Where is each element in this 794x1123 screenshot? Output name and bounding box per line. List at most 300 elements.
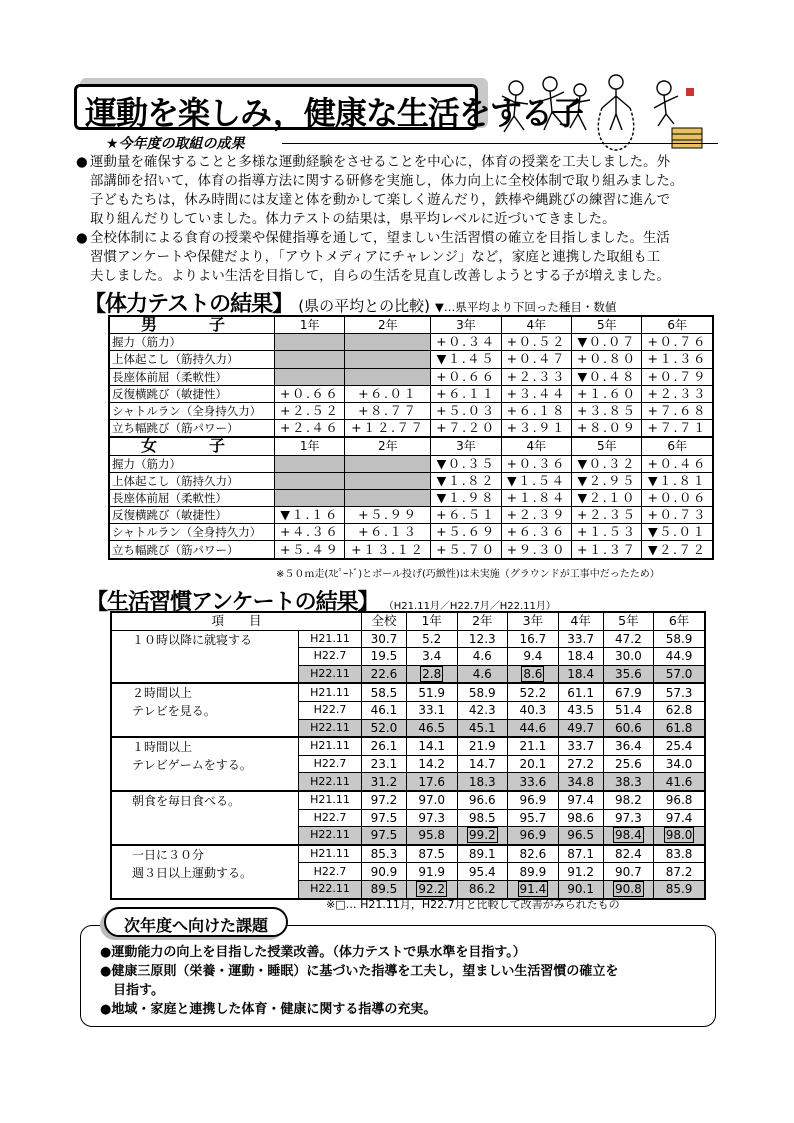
lifestyle-item-line: １時間以上 bbox=[132, 740, 193, 755]
fitness-value-cell: +４.３６ bbox=[275, 524, 345, 541]
lifestyle-period: H22.7 bbox=[299, 863, 362, 881]
fitness-value-cell: +６.１８ bbox=[501, 402, 571, 419]
fitness-item-label: 握力（筋力） bbox=[109, 455, 275, 472]
fitness-value-cell: +０.８０ bbox=[572, 351, 642, 368]
lifestyle-value-cell bbox=[654, 737, 705, 755]
lifestyle-value-cell bbox=[406, 827, 457, 845]
fitness-group-label: 男 子 bbox=[109, 316, 275, 334]
lifestyle-value-cell bbox=[362, 701, 407, 719]
improved-value: 2.8 bbox=[422, 667, 442, 682]
lifestyle-value-cell bbox=[603, 827, 654, 845]
lifestyle-value-cell bbox=[457, 665, 508, 683]
fitness-footnote: ※５０ｍ走(ｽﾋﾟｰﾄﾞ)とボール投げ(巧緻性)は未実施（グラウンドが工事中だったため） bbox=[276, 569, 660, 580]
fitness-grade-header: 4年 bbox=[501, 316, 571, 334]
lifestyle-value-cell bbox=[603, 648, 654, 666]
fitness-row bbox=[109, 402, 713, 419]
improved-value: 98.4 bbox=[615, 828, 642, 843]
lifestyle-value-cell bbox=[558, 863, 603, 881]
fitness-value-cell: +３.４４ bbox=[501, 385, 571, 402]
fitness-row bbox=[109, 385, 713, 402]
lifestyle-value-cell bbox=[654, 845, 705, 863]
lifestyle-value-cell bbox=[406, 630, 457, 648]
paragraph-line: 子どもたちは，休み時間には友達と体を動かして楽しく遊んだり，鉄棒や縄跳びの練習に進んで bbox=[90, 193, 671, 208]
value: 90.1 bbox=[567, 882, 594, 897]
lifestyle-period: H21.11 bbox=[299, 791, 362, 809]
fitness-grade-header: 2年 bbox=[345, 316, 431, 334]
lifestyle-value-cell bbox=[558, 827, 603, 845]
fitness-value-cell: +３.９１ bbox=[501, 420, 571, 438]
value: 22.6 bbox=[370, 667, 398, 682]
lifestyle-value-cell bbox=[654, 630, 705, 648]
lifestyle-value-cell bbox=[654, 809, 705, 827]
fitness-value-cell: +２.５２ bbox=[275, 402, 345, 419]
value: 87.5 bbox=[418, 847, 446, 862]
fitness-row bbox=[109, 351, 713, 368]
lifestyle-value-cell bbox=[603, 773, 654, 791]
fitness-row bbox=[109, 507, 713, 524]
lifestyle-column-header: 4年 bbox=[558, 612, 603, 630]
value: 58.9 bbox=[665, 631, 693, 646]
improved-value: 92.2 bbox=[418, 882, 446, 897]
fitness-value-cell: +９.３０ bbox=[501, 541, 571, 559]
bullet: ● bbox=[76, 231, 88, 246]
lifestyle-value-cell bbox=[654, 880, 705, 898]
value: 98.2 bbox=[615, 793, 642, 808]
lifestyle-period: H22.7 bbox=[299, 648, 362, 666]
value: 58.5 bbox=[370, 685, 398, 700]
value: 47.2 bbox=[615, 631, 642, 646]
fitness-grade-header: 1年 bbox=[275, 316, 345, 334]
next-year-title: 次年度へ向けた課題 bbox=[123, 916, 268, 935]
fitness-value-cell: +２.３５ bbox=[572, 507, 642, 524]
fitness-value-cell: +１.８４ bbox=[501, 489, 571, 506]
fitness-value-cell: +０.７９ bbox=[642, 368, 713, 385]
fitness-value-cell: +０.６６ bbox=[275, 385, 345, 402]
fitness-value-cell: +５.４９ bbox=[275, 541, 345, 559]
lifestyle-value-cell bbox=[362, 683, 407, 701]
fitness-table bbox=[108, 315, 714, 560]
value: 85.3 bbox=[370, 847, 398, 862]
fitness-value-cell: ▼０.３５ bbox=[431, 455, 501, 472]
fitness-value-cell: +２.３９ bbox=[501, 507, 571, 524]
lifestyle-item-line: 朝食を毎日食べる。 bbox=[132, 793, 241, 808]
fitness-grade-header: 2年 bbox=[345, 437, 431, 455]
lifestyle-period: H22.7 bbox=[299, 755, 362, 773]
value: 90.7 bbox=[615, 864, 642, 879]
lifestyle-value-cell bbox=[362, 719, 407, 737]
fitness-item-label: 長座体前屈（柔軟性） bbox=[109, 368, 275, 385]
section-heading: ★今年度の取組の成果 bbox=[106, 136, 245, 152]
fitness-heading-row bbox=[84, 287, 616, 318]
value: 26.1 bbox=[370, 739, 398, 754]
value: 18.4 bbox=[567, 667, 594, 682]
lifestyle-value-cell bbox=[558, 701, 603, 719]
lifestyle-value-cell bbox=[362, 773, 407, 791]
lifestyle-value-cell bbox=[457, 755, 508, 773]
fitness-value-cell: +６.３６ bbox=[501, 524, 571, 541]
fitness-row bbox=[109, 541, 713, 559]
fitness-row bbox=[109, 368, 713, 385]
value: 87.2 bbox=[665, 864, 693, 879]
lifestyle-value-cell bbox=[603, 845, 654, 863]
value: 97.5 bbox=[370, 810, 398, 825]
lifestyle-value-cell bbox=[558, 809, 603, 827]
lifestyle-item-line: テレビゲームをする。 bbox=[132, 758, 252, 773]
fitness-value-cell: +０.４６ bbox=[642, 455, 713, 472]
title-banner bbox=[74, 84, 583, 132]
value: 51.9 bbox=[418, 685, 446, 700]
value: 33.7 bbox=[567, 739, 594, 754]
page-title: 運動を楽しみ，健康な生活をする子 bbox=[85, 94, 583, 132]
fitness-value-cell: +８.０９ bbox=[572, 420, 642, 438]
fitness-value-cell: +８.７７ bbox=[345, 402, 431, 419]
value: 52.0 bbox=[370, 720, 398, 735]
lifestyle-value-cell bbox=[654, 773, 705, 791]
value: 98.5 bbox=[468, 810, 496, 825]
fitness-value-cell: +１.５３ bbox=[572, 524, 642, 541]
value: 60.6 bbox=[615, 720, 642, 735]
value: 27.2 bbox=[567, 757, 594, 772]
fitness-item-label: シャトルラン（全身持久力） bbox=[109, 402, 275, 419]
lifestyle-heading: 【生活習慣アンケートの結果】 bbox=[86, 590, 379, 615]
fitness-header-row bbox=[109, 437, 713, 455]
lifestyle-value-cell bbox=[654, 648, 705, 666]
lifestyle-table bbox=[110, 611, 706, 900]
fitness-grade-header: 1年 bbox=[275, 437, 345, 455]
value: 90.9 bbox=[370, 864, 398, 879]
fitness-value-cell: +３.８５ bbox=[572, 402, 642, 419]
lifestyle-value-cell bbox=[654, 701, 705, 719]
lifestyle-item-label bbox=[111, 845, 299, 899]
achievement-paragraph-exercise bbox=[76, 153, 724, 229]
fitness-item-label: 反復横跳び（敏捷性） bbox=[109, 507, 275, 524]
lifestyle-value-cell bbox=[603, 809, 654, 827]
lifestyle-value-cell bbox=[603, 665, 654, 683]
lifestyle-period: H22.11 bbox=[299, 719, 362, 737]
lifestyle-value-cell bbox=[457, 737, 508, 755]
fitness-grade-header: 3年 bbox=[431, 437, 501, 455]
fitness-row bbox=[109, 472, 713, 489]
fitness-grade-header: 6年 bbox=[642, 437, 713, 455]
paragraph-line: 部講師を招いて，体育の指導方法に関する研修を実施し，体力向上に全校体制で取り組みました。 bbox=[90, 174, 684, 189]
value: 97.0 bbox=[418, 793, 446, 808]
fitness-grade-header: 5年 bbox=[572, 437, 642, 455]
fitness-value-cell: +２.３３ bbox=[501, 368, 571, 385]
fitness-cell-not-applicable bbox=[275, 489, 345, 506]
value: 83.8 bbox=[665, 847, 693, 862]
value: 96.5 bbox=[567, 828, 594, 843]
value: 16.7 bbox=[519, 631, 547, 646]
fitness-value-cell: +７.２０ bbox=[431, 420, 501, 438]
value: 91.2 bbox=[567, 864, 594, 879]
fitness-value-cell: ▼１.５４ bbox=[501, 472, 571, 489]
fitness-value-cell: ▼１.４５ bbox=[431, 351, 501, 368]
value: 61.8 bbox=[665, 720, 693, 735]
lifestyle-period: H22.11 bbox=[299, 665, 362, 683]
value: 4.6 bbox=[472, 667, 492, 682]
lifestyle-column-header: 項 目 bbox=[111, 612, 362, 630]
value: 36.4 bbox=[615, 739, 642, 754]
achievement-paragraph-lifestyle bbox=[76, 229, 724, 286]
lifestyle-value-cell bbox=[362, 665, 407, 683]
lifestyle-item-line: ２時間以上 bbox=[132, 686, 193, 701]
lifestyle-value-cell bbox=[654, 791, 705, 809]
paragraph-line: 全校体制による食育の授業や保健指導を通して，望ましい生活習慣の確立を目指しました。生活 bbox=[90, 231, 670, 246]
lifestyle-period: H22.7 bbox=[299, 701, 362, 719]
lifestyle-value-cell bbox=[603, 701, 654, 719]
lifestyle-value-cell bbox=[362, 791, 407, 809]
lifestyle-value-cell bbox=[508, 701, 559, 719]
fitness-cell-not-applicable bbox=[275, 334, 345, 351]
lifestyle-value-cell bbox=[362, 809, 407, 827]
value: 33.6 bbox=[519, 774, 547, 789]
lifestyle-header-row bbox=[111, 612, 705, 630]
next-year-tab bbox=[104, 907, 288, 937]
fitness-value-cell: +１.３７ bbox=[572, 541, 642, 559]
lifestyle-value-cell bbox=[508, 719, 559, 737]
paragraph-line: 夫しました。よりよい生活を目指して，自らの生活を見直し改善しようとする子が増えました。 bbox=[90, 269, 670, 284]
lifestyle-value-cell bbox=[558, 791, 603, 809]
value: 96.9 bbox=[519, 793, 547, 808]
value: 38.3 bbox=[615, 774, 642, 789]
fitness-value-cell: +０.３６ bbox=[501, 455, 571, 472]
section-rule bbox=[282, 143, 718, 144]
value: 9.4 bbox=[523, 649, 543, 664]
paragraph-line: 習慣アンケートや保健だより，「アウトメディアにチャレンジ」など，家庭と連携した取組も工 bbox=[90, 250, 661, 265]
fitness-cell-not-applicable bbox=[345, 489, 431, 506]
lifestyle-item-label bbox=[111, 683, 299, 737]
value: 30.0 bbox=[615, 649, 642, 664]
lifestyle-value-cell bbox=[558, 648, 603, 666]
lifestyle-value-cell bbox=[457, 809, 508, 827]
next-year-item: ●健康三原則（栄養・運動・睡眠）に基づいた指導を工夫し，望ましい生活習慣の確立を bbox=[100, 964, 619, 979]
lifestyle-value-cell bbox=[457, 827, 508, 845]
fitness-value-cell: ▼１.８２ bbox=[431, 472, 501, 489]
fitness-item-label: 上体起こし（筋持久力） bbox=[109, 351, 275, 368]
next-year-item: ●地域・家庭と連携した体育・健康に関する指導の充実。 bbox=[100, 1002, 437, 1017]
fitness-value-cell: ▼１.１６ bbox=[275, 507, 345, 524]
lifestyle-value-cell bbox=[457, 719, 508, 737]
lifestyle-item-line: 一日に３０分 bbox=[132, 847, 205, 862]
fitness-cell-not-applicable bbox=[345, 368, 431, 385]
value: 98.6 bbox=[567, 810, 594, 825]
lifestyle-value-cell bbox=[508, 863, 559, 881]
lifestyle-value-cell bbox=[508, 755, 559, 773]
lifestyle-column-header: 全校 bbox=[362, 612, 407, 630]
value: 57.3 bbox=[665, 685, 693, 700]
value: 46.1 bbox=[370, 703, 398, 718]
lifestyle-value-cell bbox=[406, 863, 457, 881]
value: 82.6 bbox=[519, 847, 547, 862]
fitness-grade-header: 5年 bbox=[572, 316, 642, 334]
fitness-item-label: 立ち幅跳び（筋パワー） bbox=[109, 420, 275, 438]
fitness-value-cell: +６.０１ bbox=[345, 385, 431, 402]
fitness-value-cell: +６.５１ bbox=[431, 507, 501, 524]
value: 40.3 bbox=[519, 703, 547, 718]
value: 49.7 bbox=[567, 720, 594, 735]
lifestyle-value-cell bbox=[406, 648, 457, 666]
lifestyle-value-cell bbox=[508, 630, 559, 648]
value: 51.4 bbox=[615, 703, 642, 718]
value: 58.9 bbox=[468, 685, 496, 700]
value: 14.7 bbox=[468, 757, 496, 772]
fitness-value-cell: +１.６０ bbox=[572, 385, 642, 402]
value: 19.5 bbox=[370, 649, 398, 664]
lifestyle-value-cell bbox=[406, 755, 457, 773]
lifestyle-value-cell bbox=[406, 665, 457, 683]
value: 97.4 bbox=[567, 793, 594, 808]
value: 95.8 bbox=[418, 828, 446, 843]
value: 21.9 bbox=[468, 739, 496, 754]
fitness-cell-not-applicable bbox=[345, 334, 431, 351]
fitness-cell-not-applicable bbox=[275, 368, 345, 385]
lifestyle-item-label bbox=[111, 630, 299, 683]
fitness-value-cell: ▼１.９８ bbox=[431, 489, 501, 506]
fitness-value-cell: +５.７０ bbox=[431, 541, 501, 559]
fitness-value-cell: ▼５.０１ bbox=[642, 524, 713, 541]
lifestyle-item-line: 週３日以上運動する。 bbox=[132, 865, 253, 880]
fitness-legend: ▼…県平均より下回った種目・数値 bbox=[435, 300, 617, 314]
lifestyle-value-cell bbox=[603, 630, 654, 648]
lifestyle-item-line: １０時以降に就寝する bbox=[132, 632, 253, 647]
fitness-value-cell: +２.３３ bbox=[642, 385, 713, 402]
fitness-value-cell: ▼２.１０ bbox=[572, 489, 642, 506]
fitness-value-cell: +７.６８ bbox=[642, 402, 713, 419]
value: 46.5 bbox=[418, 720, 446, 735]
fitness-row bbox=[109, 455, 713, 472]
value: 97.5 bbox=[370, 828, 398, 843]
value: 87.1 bbox=[567, 847, 594, 862]
value: 45.1 bbox=[468, 720, 496, 735]
value: 95.7 bbox=[519, 810, 547, 825]
lifestyle-row bbox=[111, 630, 705, 648]
value: 42.3 bbox=[468, 703, 496, 718]
improved-value: 98.0 bbox=[665, 828, 693, 843]
fitness-grade-header: 6年 bbox=[642, 316, 713, 334]
value: 57.0 bbox=[665, 667, 693, 682]
lifestyle-column-header: 1年 bbox=[406, 612, 457, 630]
fitness-value-cell: +５.０３ bbox=[431, 402, 501, 419]
lifestyle-value-cell bbox=[654, 683, 705, 701]
lifestyle-value-cell bbox=[508, 809, 559, 827]
value: 85.9 bbox=[665, 882, 693, 897]
improved-value: 91.4 bbox=[519, 882, 547, 897]
lifestyle-value-cell bbox=[654, 863, 705, 881]
fitness-value-cell: +０.７３ bbox=[642, 507, 713, 524]
value: 35.6 bbox=[615, 667, 642, 682]
lifestyle-value-cell bbox=[558, 737, 603, 755]
fitness-value-cell: ▼０.４８ bbox=[572, 368, 642, 385]
value: 34.8 bbox=[567, 774, 594, 789]
value: 31.2 bbox=[370, 774, 398, 789]
lifestyle-subheading: （H21.11月／H22.7月／H22.11月） bbox=[383, 601, 556, 612]
fitness-value-cell: ▼１.８１ bbox=[642, 472, 713, 489]
lifestyle-value-cell bbox=[558, 630, 603, 648]
lifestyle-value-cell bbox=[508, 665, 559, 683]
value: 86.2 bbox=[468, 882, 496, 897]
children-exercising-icon bbox=[494, 74, 710, 152]
fitness-value-cell: +１.３６ bbox=[642, 351, 713, 368]
value: 4.6 bbox=[472, 649, 492, 664]
fitness-value-cell: +０.４７ bbox=[501, 351, 571, 368]
value: 25.6 bbox=[615, 757, 642, 772]
lifestyle-value-cell bbox=[558, 755, 603, 773]
value: 97.3 bbox=[615, 810, 642, 825]
fitness-value-cell: +０.５２ bbox=[501, 334, 571, 351]
lifestyle-value-cell bbox=[457, 701, 508, 719]
fitness-grade-header: 3年 bbox=[431, 316, 501, 334]
value: 97.3 bbox=[418, 810, 446, 825]
lifestyle-column-header: 5年 bbox=[603, 612, 654, 630]
lifestyle-footnote: ※□… H21.11月，H22.7月と比較して改善がみられたもの bbox=[326, 898, 620, 911]
next-year-item: ●運動能力の向上を目指した授業改善。（体力テストで県水準を目指す。） bbox=[100, 945, 526, 960]
fitness-value-cell: +２.４６ bbox=[275, 420, 345, 438]
paragraph-line: 運動量を確保することと多様な運動経験をさせることを中心に，体育の授業を工夫しました。外 bbox=[90, 155, 671, 170]
lifestyle-period: H21.11 bbox=[299, 630, 362, 648]
lifestyle-value-cell bbox=[654, 665, 705, 683]
value: 89.1 bbox=[468, 847, 496, 862]
fitness-cell-not-applicable bbox=[345, 455, 431, 472]
fitness-item-label: 上体起こし（筋持久力） bbox=[109, 472, 275, 489]
lifestyle-value-cell bbox=[558, 719, 603, 737]
lifestyle-period: H21.11 bbox=[299, 737, 362, 755]
fitness-row bbox=[109, 420, 713, 438]
lifestyle-value-cell bbox=[603, 755, 654, 773]
lifestyle-value-cell bbox=[406, 845, 457, 863]
fitness-item-label: 立ち幅跳び（筋パワー） bbox=[109, 541, 275, 559]
lifestyle-value-cell bbox=[654, 755, 705, 773]
lifestyle-value-cell bbox=[457, 773, 508, 791]
lifestyle-value-cell bbox=[508, 737, 559, 755]
lifestyle-value-cell bbox=[558, 665, 603, 683]
lifestyle-value-cell bbox=[406, 719, 457, 737]
value: 97.4 bbox=[665, 810, 693, 825]
lifestyle-value-cell bbox=[654, 827, 705, 845]
lifestyle-period: H22.11 bbox=[299, 880, 362, 898]
fitness-group-label: 女 子 bbox=[109, 437, 275, 455]
lifestyle-row bbox=[111, 737, 705, 755]
value: 96.8 bbox=[665, 793, 693, 808]
lifestyle-value-cell bbox=[406, 791, 457, 809]
lifestyle-value-cell bbox=[362, 755, 407, 773]
value: 30.7 bbox=[370, 631, 398, 646]
lifestyle-value-cell bbox=[457, 683, 508, 701]
value: 23.1 bbox=[370, 757, 398, 772]
lifestyle-period: H21.11 bbox=[299, 845, 362, 863]
fitness-subheading: (県の平均との比較) bbox=[298, 297, 430, 315]
improved-value: 90.8 bbox=[615, 882, 642, 897]
value: 61.1 bbox=[567, 685, 594, 700]
fitness-value-cell: +０.３４ bbox=[431, 334, 501, 351]
lifestyle-value-cell bbox=[508, 791, 559, 809]
lifestyle-row bbox=[111, 845, 705, 863]
fitness-cell-not-applicable bbox=[345, 351, 431, 368]
fitness-value-cell: +０.６６ bbox=[431, 368, 501, 385]
lifestyle-value-cell bbox=[406, 683, 457, 701]
lifestyle-item-label bbox=[111, 791, 299, 845]
lifestyle-column-header: 3年 bbox=[508, 612, 559, 630]
lifestyle-value-cell bbox=[362, 648, 407, 666]
lifestyle-period: H22.11 bbox=[299, 773, 362, 791]
paragraph-line: 取り組んだりしていました。体力テストの結果は，県平均レベルに近づいてきました。 bbox=[90, 212, 616, 227]
fitness-value-cell: +５.６９ bbox=[431, 524, 501, 541]
fitness-value-cell: ▼２.９５ bbox=[572, 472, 642, 489]
value: 89.5 bbox=[370, 882, 398, 897]
fitness-value-cell: +１３.１２ bbox=[345, 541, 431, 559]
lifestyle-period: H22.7 bbox=[299, 809, 362, 827]
value: 91.9 bbox=[418, 864, 446, 879]
fitness-value-cell: +６.１１ bbox=[431, 385, 501, 402]
